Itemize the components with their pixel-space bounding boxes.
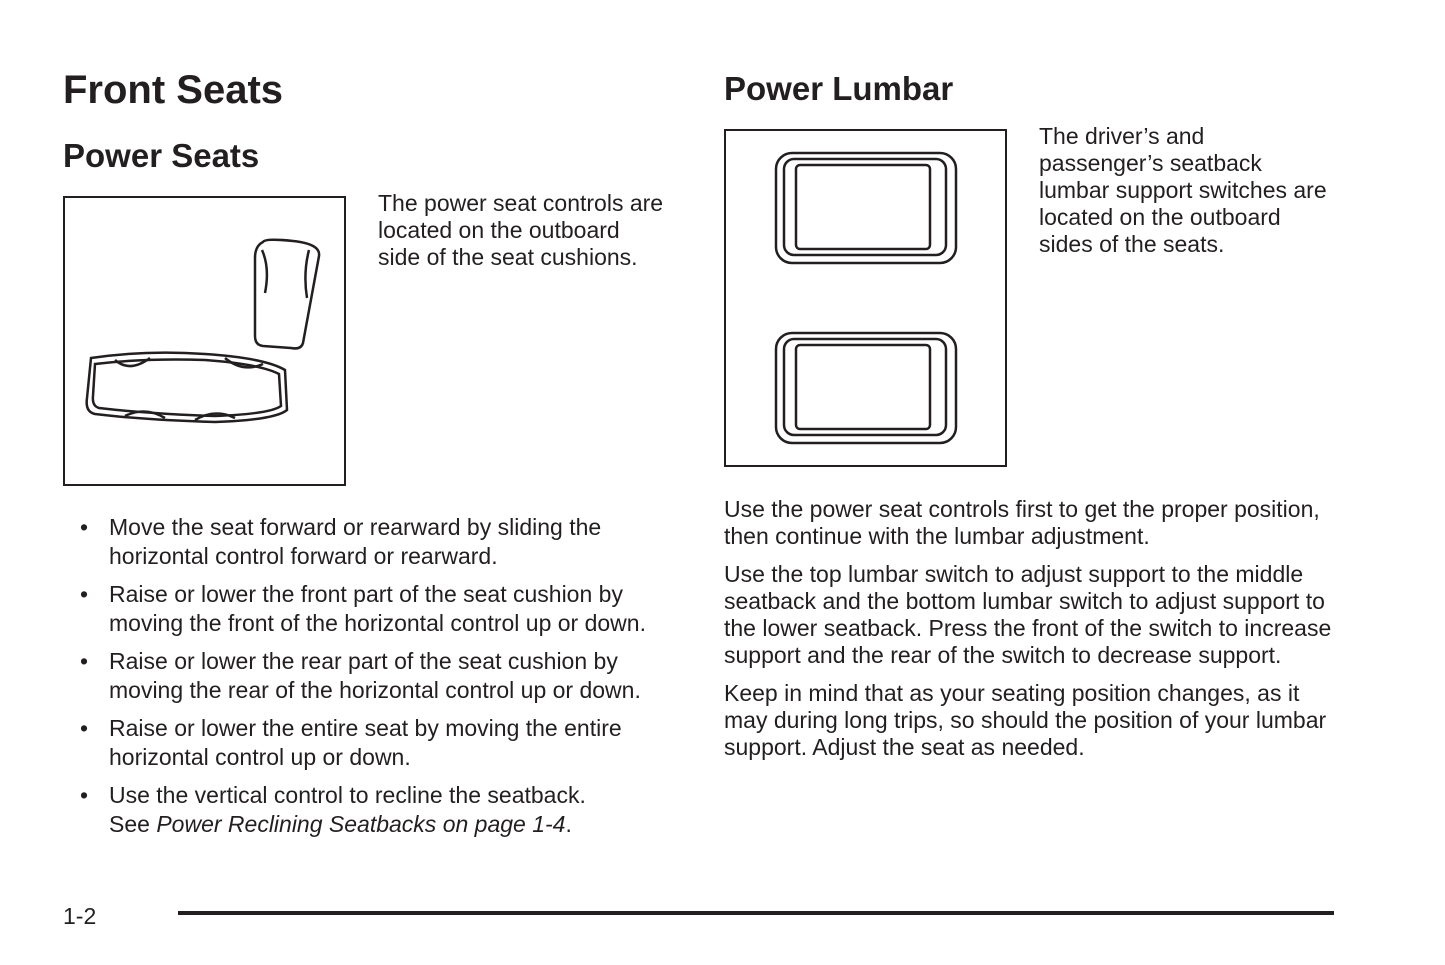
list-item [63,781,683,839]
list-item [63,647,683,705]
power-seat-controls-illustration [63,196,346,486]
paragraph: Use the power seat controls first to get the proper position, then continue with the lumbar adjustment. [724,496,1320,549]
bullet-text: Move the seat forward or rearward by sliding the horizontal control forward or rearward. [109,514,602,569]
lumbar-figure-caption: The driver’s and passenger’s seatback lumbar support switches are located on the outboard sides of the seats. [1039,123,1327,257]
lumbar-switch-icon [726,131,1005,465]
list-item [63,513,683,571]
subsection-title-power-lumbar: Power Lumbar [724,70,954,107]
list-item [63,580,683,638]
bullet-text: Raise or lower the rear part of the seat cushion by moving the rear of the horizontal control up or down. [109,648,641,703]
bullet: • [80,514,89,540]
bullet: • [80,648,89,674]
bullet: • [80,715,89,741]
paragraph: Keep in mind that as your seating position changes, as it may during long trips, so should the position of your lumbar support. Adjust the seat as needed. [724,680,1327,760]
subsection-title-power-seats: Power Seats [63,137,260,174]
see-label: See [109,811,157,837]
bullet: • [80,581,89,607]
bullet-text: Use the vertical control to recline the seatback. [109,782,586,808]
list-item [63,714,683,772]
seat-controls-icon [65,198,344,484]
paragraph: Use the top lumbar switch to adjust support to the middle seatback and the bottom lumbar switch to adjust support to the lower seatback. Press the front of the switch to increase support and the rear of the switch to decrease support. [724,561,1332,668]
bullet-text: Raise or lower the front part of the seat cushion by moving the front of the horizontal control up or down. [109,581,646,636]
power-seat-instructions-list [63,513,683,848]
lumbar-body [724,496,1344,772]
bullet: • [80,782,89,808]
lumbar-switches-illustration [724,129,1007,467]
page-number: 1-2 [63,903,97,929]
cross-reference-link[interactable]: Power Reclining Seatbacks on page 1-4 [156,811,566,837]
power-seat-figure-caption: The power seat controls are located on the outboard side of the seat cushions. [378,190,664,270]
bullet-text: Raise or lower the entire seat by moving the entire horizontal control up or down. [109,715,622,770]
bullet-end: . [565,811,572,837]
section-title: Front Seats [63,68,284,112]
footer-rule [178,911,1334,915]
